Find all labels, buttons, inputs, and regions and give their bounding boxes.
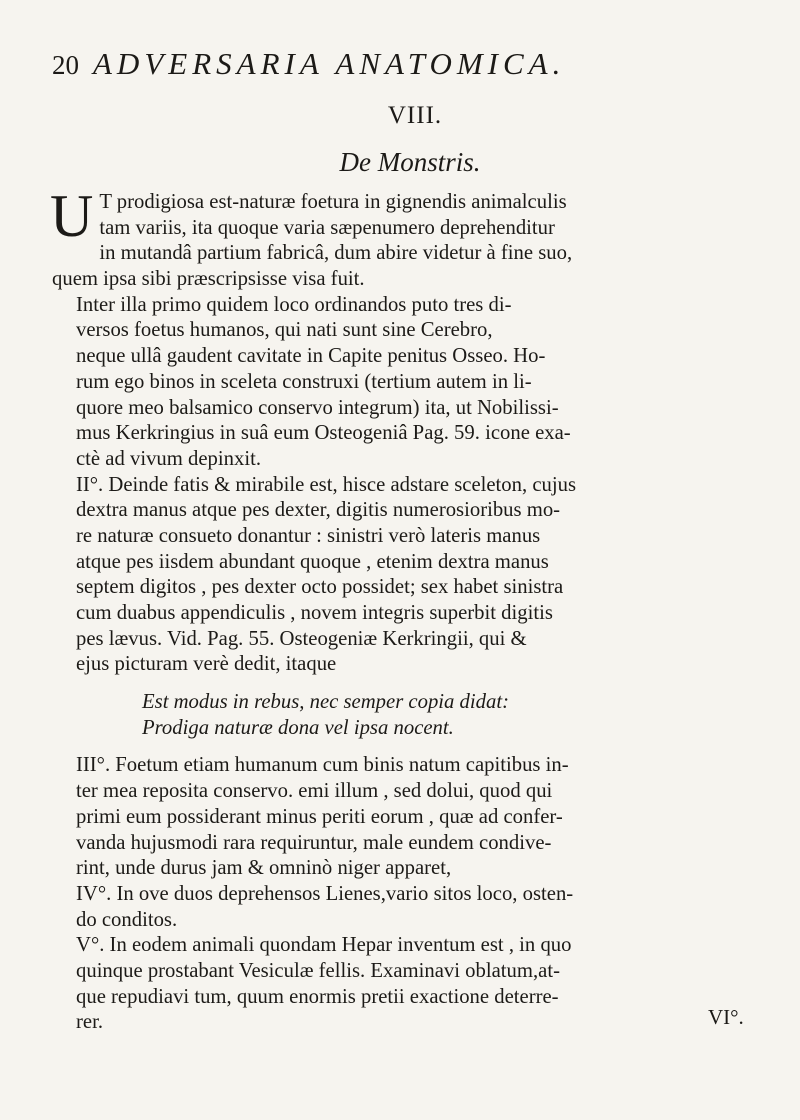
catchword: VI°.: [708, 1005, 744, 1029]
text-line: II°. Deinde fatis & mirabile est, hisce adstare sceleton, cujus: [76, 473, 577, 496]
text-line: mus Kerkringius in suâ eum Osteogeniâ Pag. 59. icone exa-: [76, 422, 571, 445]
text-line: rint, unde durus jam & omninò niger apparet,: [76, 857, 452, 880]
text-line: cum duabus appendiculis , novem integris superbit digitis: [76, 602, 553, 624]
text-line: vanda hujusmodi rara requiruntur, male eundem condive-: [76, 831, 552, 854]
paragraph-1: [50, 183, 742, 293]
text-line: III°. Foetum etiam humanum cum binis natum capitibus in-: [76, 754, 569, 777]
text-line: pes lævus. Vid. Pag. 55. Osteogeniæ Kerkringii, qui &: [76, 627, 527, 650]
text-line: quore meo balsamico conservo integrum) ita, ut Nobilissi-: [76, 396, 559, 419]
text-line: ejus picturam verè dedit, itaque: [76, 653, 337, 676]
paragraph-6: [52, 933, 742, 1036]
chapter-title: De Monstris.: [339, 147, 481, 177]
text-line: do conditos.: [76, 908, 178, 931]
page-number: 20: [52, 50, 79, 80]
text-line: V°. In eodem animali quondam Hepar inventum est , in quo: [76, 934, 572, 957]
verse-line: Est modus in rebus, nec semper copia didat:: [142, 691, 509, 714]
text-line: re naturæ consueto donantur : sinistri verò lateris manus: [76, 524, 541, 547]
text-line: primi eum possiderant minus periti eorum , quæ ad confer-: [76, 805, 563, 828]
paragraph-3: [52, 473, 742, 679]
running-head: [52, 46, 692, 90]
text-line: septem digitos , pes dexter octo possidet; sex habet sinistra: [76, 576, 564, 599]
paragraph-4: [52, 753, 742, 881]
verse-line: Prodiga naturæ dona vel ipsa nocent.: [142, 716, 454, 739]
text-line: que repudiavi tum, quum enormis pretii exactione deterre-: [76, 985, 559, 1008]
text-line: atque pes iisdem abundant quoque , etenim dextra manus: [76, 550, 549, 573]
chapter-number: VIII.: [387, 102, 443, 129]
text-line: in mutandâ partium fabricâ, dum abire videtur à fine suo,: [99, 242, 573, 265]
text-line: IV°. In ove duos deprehensos Lienes,vario sitos loco, osten-: [76, 882, 574, 905]
text-line: ctè ad vivum depinxit.: [76, 447, 261, 470]
text-line: T prodigiosa est-naturæ foetura in gignendis animalculis: [99, 191, 567, 213]
text-line: quinque prostabant Vesiculæ fellis. Examinavi oblatum,at-: [76, 959, 560, 982]
paragraph-5: [52, 882, 742, 933]
text-line: versos foetus humanos, qui nati sunt sine Cerebro,: [76, 319, 493, 342]
running-head-title: ADVERSARIA ANATOMICA.: [93, 46, 566, 81]
body-text: [50, 183, 742, 1036]
text-line: rum ego binos in sceleta construxi (tertium autem in li-: [76, 370, 532, 393]
text-line: dextra manus atque pes dexter, digitis numerosioribus mo-: [76, 499, 561, 522]
verse-quotation: [52, 690, 742, 741]
text-line: quem ipsa sibi præscripsisse visa fuit.: [52, 268, 365, 291]
text-line: tam variis, ita quoque varia sæpenumero deprehenditur: [99, 216, 555, 239]
text-line: ter mea reposita conservo. emi illum , sed dolui, quod qui: [76, 780, 553, 803]
paragraph-2: [52, 293, 742, 473]
text-line: rer.: [76, 1011, 103, 1034]
text-line: neque ullâ gaudent cavitate in Capite penitus Osseo. Ho-: [76, 345, 546, 368]
drop-cap: U: [50, 183, 94, 249]
text-line: Inter illa primo quidem loco ordinandos puto tres di-: [76, 293, 512, 316]
